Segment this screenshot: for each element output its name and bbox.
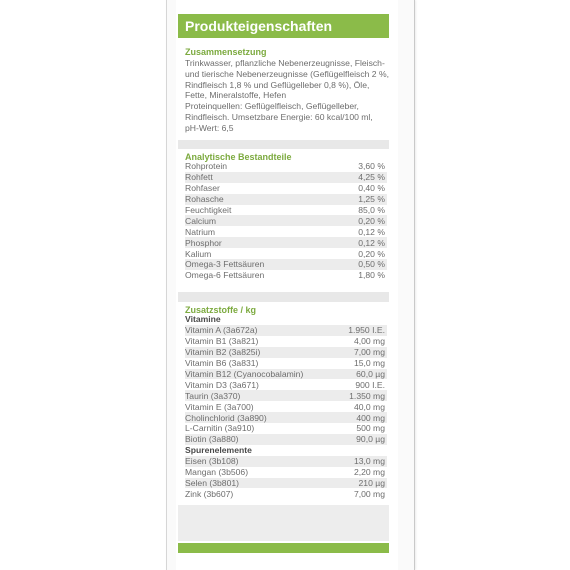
row-value: 60,0 µg [356,369,385,379]
table-row [185,456,387,467]
vitamins-heading: Vitamine [185,314,221,324]
table-row [185,401,387,412]
analytics-title: Analytische Bestandteile [185,152,292,162]
table-row [185,390,387,401]
table-row [185,412,387,423]
table-row [185,183,387,194]
composition-text [185,58,390,134]
table-row [185,478,387,489]
section-divider [178,292,389,302]
additives-table [185,314,387,499]
table-row [185,488,387,499]
row-label: Phosphor [185,237,222,248]
composition-line: Rindfleisch 1,8 % und Geflügelleber 0,8 %), Öle, [185,79,370,90]
row-value: 0,20 % [358,248,385,259]
bottom-spacer [178,505,389,541]
row-label: Vitamin B2 (3a825i) [185,347,261,358]
row-label: Rohprotein [185,161,228,172]
row-label: Kalium [185,248,212,259]
table-row [185,467,387,478]
row-value: 1.350 mg [349,390,385,401]
row-label: Vitamin B1 (3a821) [185,336,259,347]
row-value: 13,0 mg [353,456,385,467]
row-label: Omega-3 Fettsäuren [185,259,265,270]
row-value: 1.950 I.E. [348,325,385,336]
row-value: 7,00 mg [353,347,385,358]
row-value: 3,60 % [358,161,385,172]
table-row [185,248,387,259]
row-value: 0,50 % [358,259,385,270]
table-row [185,369,387,380]
row-label: Eisen (3b108) [185,456,239,467]
row-label: Omega-6 Fettsäuren [185,270,265,281]
row-value: 1,80 % [358,270,385,281]
row-value: 900 I.E. [355,379,385,390]
row-label: Rohfaser [185,183,220,194]
row-value: 500 mg [356,423,385,434]
row-value: 4,25 % [358,172,385,183]
row-value: 4,00 mg [353,336,385,347]
row-value: 0,12 % [358,226,385,237]
row-value: 2,20 mg [353,467,385,478]
table-row [185,336,387,347]
additives-title: Zusatzstoffe / kg [185,305,257,315]
row-label: Biotin (3a880) [185,434,239,445]
row-value: 15,0 mg [353,358,385,369]
row-value: 0,40 % [358,183,385,194]
row-label: Vitamin B6 (3a831) [185,358,259,369]
table-row [185,434,387,445]
analytics-table [185,161,387,281]
table-row [185,172,387,183]
table-row [185,161,387,172]
row-label: Natrium [185,226,216,237]
composition-line: Fette, Mineralstoffe, Hefen [185,90,287,101]
row-label: Rohfett [185,172,213,183]
row-label: Selen (3b801) [185,478,239,489]
row-value: 0,20 % [358,215,385,226]
section-divider [178,140,389,149]
row-value: 90,0 µg [356,434,385,445]
row-label: Vitamin A (3a672a) [185,325,258,336]
row-label: Vitamin D3 (3a671) [185,379,259,390]
row-label: Mangan (3b506) [185,467,249,478]
table-row [185,325,387,336]
row-label: Vitamin E (3a700) [185,401,254,412]
accent-stripe [178,543,389,553]
composition-line: Proteinquellen: Geflügelfleisch, Geflügelleber, [185,101,359,112]
table-row [185,194,387,205]
row-value: 1,25 % [358,194,385,205]
row-label: Rohasche [185,194,224,205]
table-row [185,347,387,358]
row-value: 85,0 % [358,205,385,215]
page-title: Produkteigenschaften [178,14,389,38]
composition-line: Trinkwasser, pflanzliche Nebenerzeugnisse, Fleisch- [185,58,385,68]
row-label: Cholinchlorid (3a890) [185,412,267,423]
row-value: 400 mg [356,412,385,423]
table-row [185,226,387,237]
row-label: Calcium [185,215,217,226]
table-row [185,259,387,270]
row-label: Vitamin B12 (Cyanocobalamin) [185,369,304,379]
row-label: Taurin (3a370) [185,390,241,401]
composition-line: und tierische Nebenerzeugnisse (Geflügelfleisch 2 %, [185,68,389,79]
row-value: 40,0 mg [353,401,385,412]
table-row [185,379,387,390]
composition-line: pH-Wert: 6,5 [185,122,234,133]
row-value: 7,00 mg [353,488,385,499]
table-row [185,270,387,281]
table-row [185,205,387,216]
row-value: 0,12 % [358,237,385,248]
composition-line: Rindfleisch. Umsetzbare Energie: 60 kcal/100 ml, [185,111,373,122]
table-row [185,358,387,369]
table-row [185,237,387,248]
row-value: 210 µg [358,478,385,489]
row-label: Zink (3b607) [185,488,234,499]
table-row [185,215,387,226]
row-label: L-Carnitin (3a910) [185,423,255,434]
composition-title: Zusammensetzung [185,47,267,57]
table-row [185,423,387,434]
trace-elements-heading: Spurenelemente [185,444,252,455]
row-label: Feuchtigkeit [185,205,232,215]
